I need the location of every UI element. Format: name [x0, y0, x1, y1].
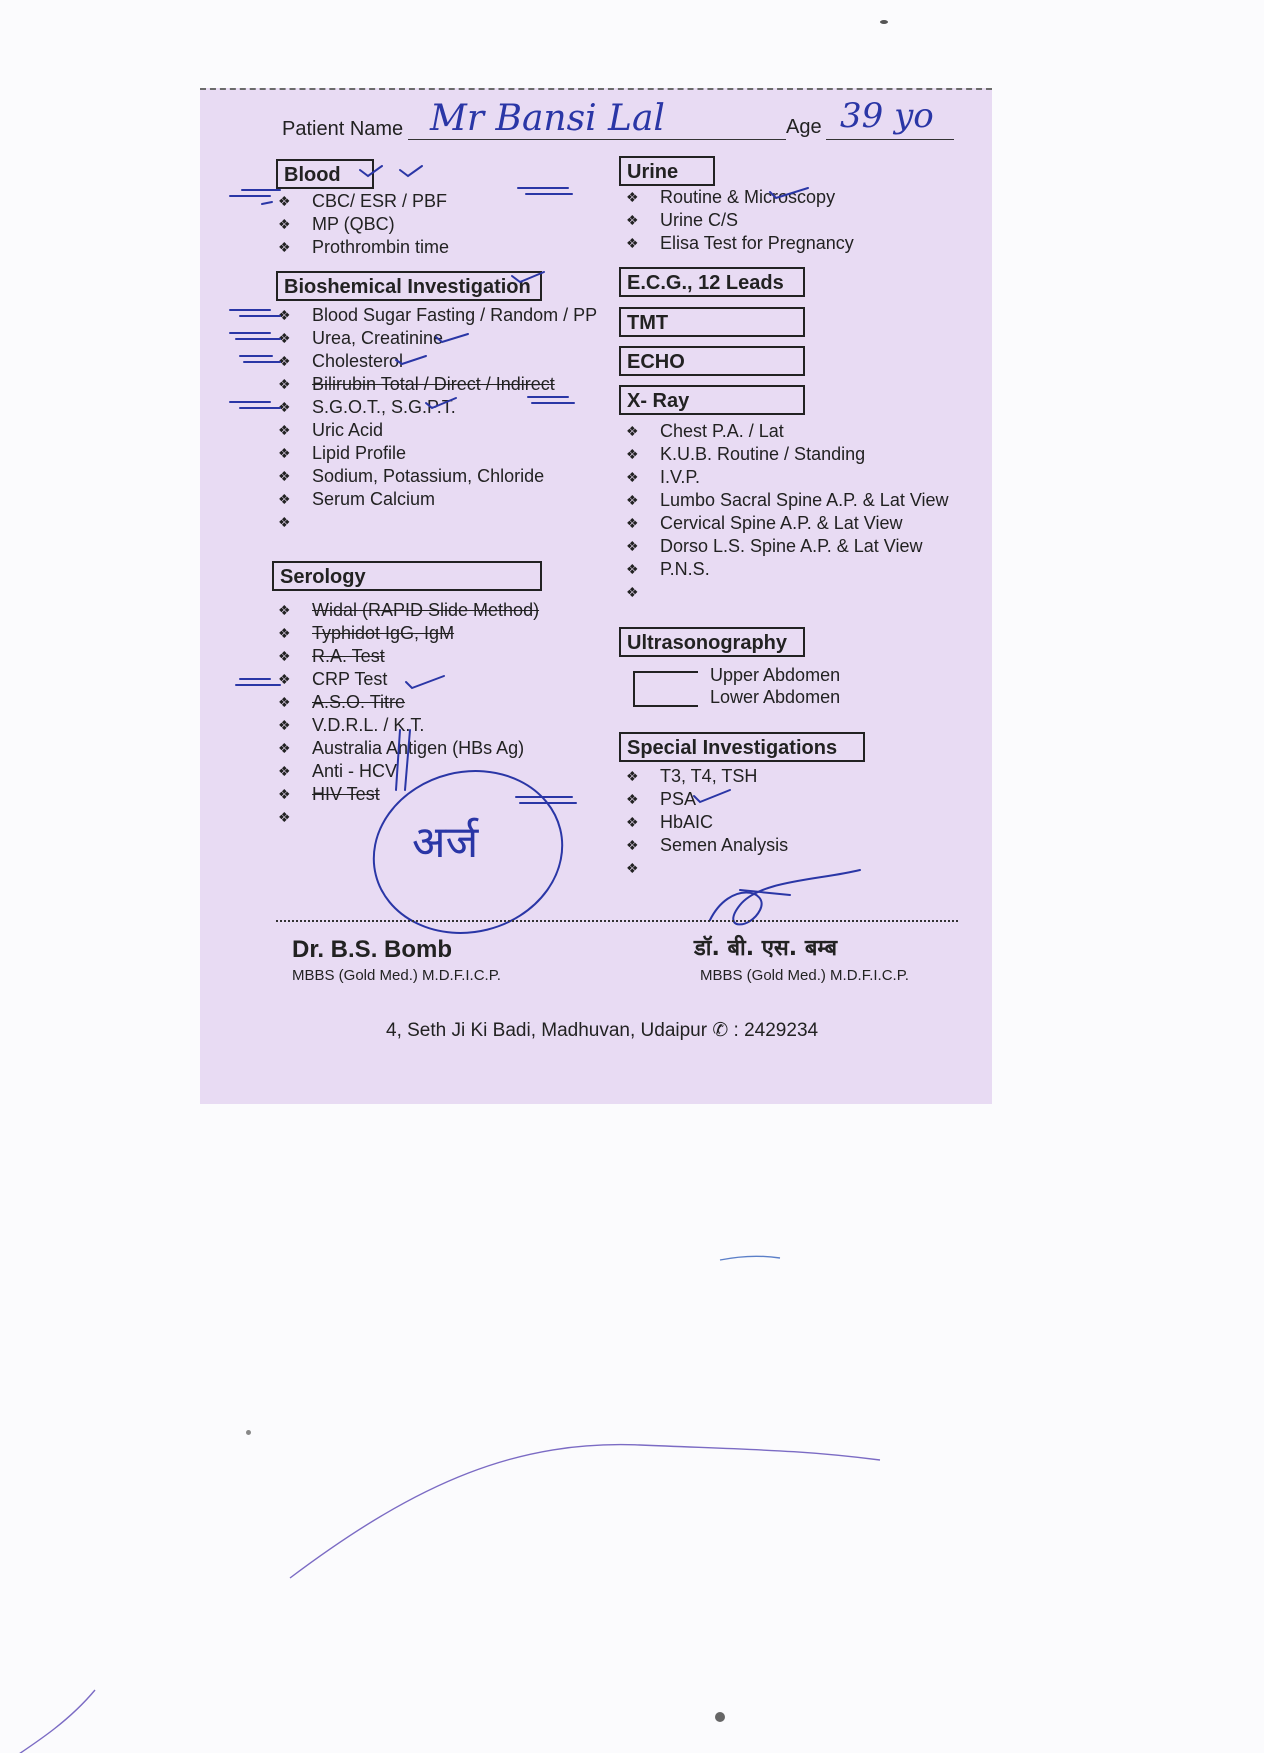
age-value: 39 yo — [840, 96, 934, 136]
bullet-icon: ❖ — [626, 768, 639, 784]
bullet-icon: ❖ — [278, 648, 291, 664]
item-label: CRP Test — [312, 669, 388, 689]
bullet-icon: ❖ — [626, 469, 639, 485]
item-label: T3, T4, TSH — [660, 766, 758, 786]
bullet-icon: ❖ — [278, 376, 291, 392]
item-label: K.U.B. Routine / Standing — [660, 444, 866, 464]
item-label: Semen Analysis — [660, 835, 789, 855]
item-label: S.G.O.T., S.G.P.T. — [312, 397, 456, 417]
doctor-name-hi: डॉ. बी. एस. बम्ब — [694, 936, 838, 961]
section-title: ECHO — [627, 351, 685, 373]
footer-divider — [276, 920, 958, 922]
bullet-icon: ❖ — [278, 216, 291, 232]
item-label: Blood Sugar Fasting / Random / PP — [312, 305, 598, 325]
section-title: TMT — [627, 312, 669, 334]
item-label: Sodium, Potassium, Chloride — [312, 466, 545, 486]
doctor-qual-en: MBBS (Gold Med.) M.D.F.I.C.P. — [292, 967, 501, 984]
bullet-icon: ❖ — [278, 399, 291, 415]
usg-upper-abdomen: Upper Abdomen — [710, 665, 841, 685]
item-label: P.N.S. — [660, 559, 710, 579]
item-label: I.V.P. — [660, 467, 701, 487]
bullet-icon: ❖ — [626, 212, 639, 228]
bullet-icon: ❖ — [278, 625, 291, 641]
bullet-icon: ❖ — [626, 584, 639, 600]
item-label: HbAIC — [660, 812, 714, 832]
item-label: HIV Test — [312, 784, 380, 804]
section-title: Serology — [280, 566, 366, 588]
clinic-address: 4, Seth Ji Ki Badi, Madhuvan, Udaipur ✆ : 2429234 — [386, 1020, 819, 1041]
bullet-icon: ❖ — [278, 193, 291, 209]
stray-pen-strokes — [0, 1100, 1264, 1753]
bullet-icon: ❖ — [278, 514, 291, 530]
item-label: Widal (RAPID Slide Method) — [312, 600, 540, 620]
bullet-icon: ❖ — [278, 445, 291, 461]
item-label: Dorso L.S. Spine A.P. & Lat View — [660, 536, 923, 556]
bullet-icon: ❖ — [278, 353, 291, 369]
bullet-icon: ❖ — [278, 694, 291, 710]
item-label: Typhidot IgG, IgM — [312, 623, 455, 643]
item-label: Cervical Spine A.P. & Lat View — [660, 513, 903, 533]
item-label: Lumbo Sacral Spine A.P. & Lat View — [660, 490, 949, 510]
bullet-icon: ❖ — [278, 740, 291, 756]
doctor-qual-hi: MBBS (Gold Med.) M.D.F.I.C.P. — [700, 967, 909, 984]
item-label: R.A. Test — [312, 646, 385, 666]
section-title: Special Investigations — [627, 737, 838, 759]
item-label: Routine & Microscopy — [660, 187, 836, 207]
bullet-icon: ❖ — [626, 837, 639, 853]
item-label: A.S.O. Titre — [312, 692, 406, 712]
bullet-icon: ❖ — [626, 492, 639, 508]
item-label: Cholesterol — [312, 351, 404, 371]
patient-name-label: Patient Name — [282, 118, 404, 140]
item-label: Prothrombin time — [312, 237, 450, 257]
item-label: V.D.R.L. / K.T. — [312, 715, 425, 735]
item-label: Urine C/S — [660, 210, 739, 230]
bullet-icon: ❖ — [278, 239, 291, 255]
item-label: Anti - HCV — [312, 761, 398, 781]
bullet-icon: ❖ — [278, 671, 291, 687]
handwritten-note: अर्ज — [412, 817, 479, 868]
bullet-icon: ❖ — [626, 860, 639, 876]
bullet-icon: ❖ — [626, 791, 639, 807]
scan-speck — [880, 20, 888, 24]
bullet-icon: ❖ — [278, 717, 291, 733]
bullet-icon: ❖ — [626, 561, 639, 577]
section-title: X- Ray — [627, 390, 690, 412]
bullet-icon: ❖ — [278, 307, 291, 323]
item-label: Australia Antigen (HBs Ag) — [312, 738, 525, 758]
section-title: Bioshemical Investigation — [284, 276, 531, 298]
bullet-icon: ❖ — [626, 446, 639, 462]
item-label: Chest P.A. / Lat — [660, 421, 784, 441]
bullet-icon: ❖ — [278, 491, 291, 507]
item-label: Serum Calcium — [312, 489, 436, 509]
item-label: PSA — [660, 789, 697, 809]
section-title: Blood — [284, 164, 341, 186]
bullet-icon: ❖ — [278, 422, 291, 438]
bullet-icon: ❖ — [626, 515, 639, 531]
section-title: Ultrasonography — [627, 632, 788, 654]
bullet-icon: ❖ — [626, 538, 639, 554]
bullet-icon: ❖ — [278, 763, 291, 779]
section-title: Urine — [627, 161, 679, 183]
age-label: Age — [786, 116, 822, 138]
doctor-name-en: Dr. B.S. Bomb — [292, 936, 453, 963]
bullet-icon: ❖ — [278, 468, 291, 484]
item-label: Lipid Profile — [312, 443, 407, 463]
item-label: Elisa Test for Pregnancy — [660, 233, 854, 253]
bullet-icon: ❖ — [278, 809, 291, 825]
bullet-icon: ❖ — [626, 235, 639, 251]
item-label: Bilirubin Total / Direct / Indirect — [312, 374, 555, 394]
bullet-icon: ❖ — [278, 602, 291, 618]
item-label: CBC/ ESR / PBF — [312, 191, 448, 211]
item-label: MP (QBC) — [312, 214, 395, 234]
item-label: Urea, Creatinine — [312, 328, 444, 348]
usg-lower-abdomen: Lower Abdomen — [710, 687, 841, 707]
bullet-icon: ❖ — [278, 786, 291, 802]
bullet-icon: ❖ — [626, 423, 639, 439]
section-title: E.C.G., 12 Leads — [627, 272, 784, 294]
patient-name-value: Mr Bansi Lal — [430, 98, 665, 139]
prescription-slip — [200, 88, 992, 1104]
item-label: Uric Acid — [312, 420, 384, 440]
bullet-icon: ❖ — [278, 330, 291, 346]
bullet-icon: ❖ — [626, 189, 639, 205]
bullet-icon: ❖ — [626, 814, 639, 830]
